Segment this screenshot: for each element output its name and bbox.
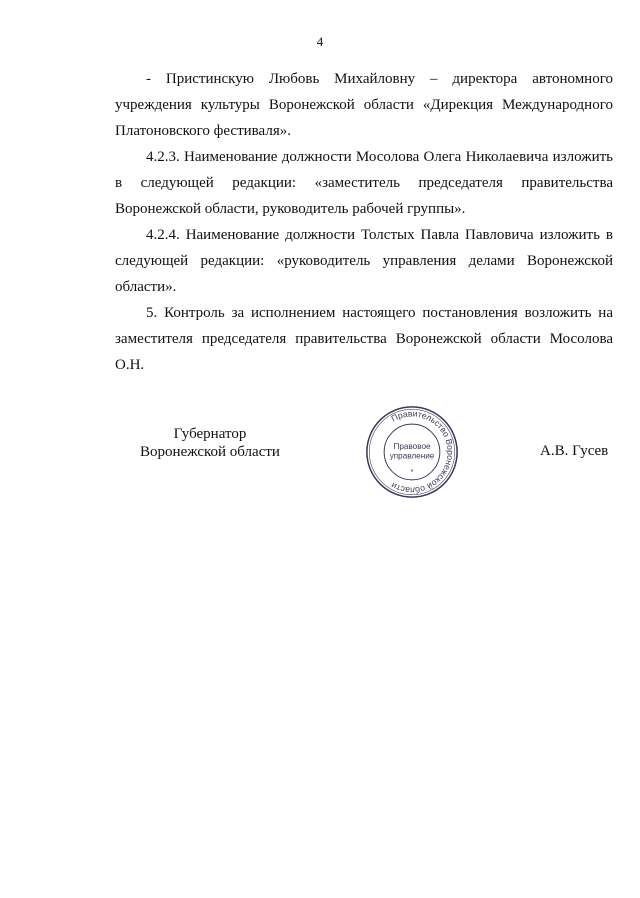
seal-ring-text-path: Правительство Воронежской области (389, 408, 456, 496)
signature-title-line2: Воронежской области (140, 444, 280, 460)
document-body (115, 66, 613, 378)
signature-title (130, 425, 290, 461)
paragraph-5-control: 5. Контроль за исполнением настоящего постановления возложить на заместителя председателя правительства Воронежской области Мосолова О.Н. (115, 305, 613, 373)
paragraph-4-2-4: 4.2.4. Наименование должности Толстых Павла Павловича изложить в следующей редакции: «руководитель управления делами Воронежской области». (115, 227, 613, 295)
signature-title-line1: Губернатор (173, 426, 247, 442)
paragraph-4-2-3: 4.2.3. Наименование должности Мосолова Олега Николаевича изложить в следующей редакции: «заместитель председателя правительства Воронежской области, руководитель рабочей группы». (115, 149, 613, 217)
seal-star-icon: * (410, 467, 414, 477)
signature-name: А.В. Гусев (540, 443, 609, 459)
paragraph-pristinskaya: - Пристинскую Любовь Михайловну – директора автономного учреждения культуры Воронежской области «Дирекция Международного Платоновского фестиваля». (115, 71, 613, 139)
page-number: 4 (316, 34, 324, 49)
official-seal (364, 404, 460, 500)
seal-center-line2: управление (389, 451, 435, 461)
seal-center-line1: Правовое (393, 442, 431, 452)
